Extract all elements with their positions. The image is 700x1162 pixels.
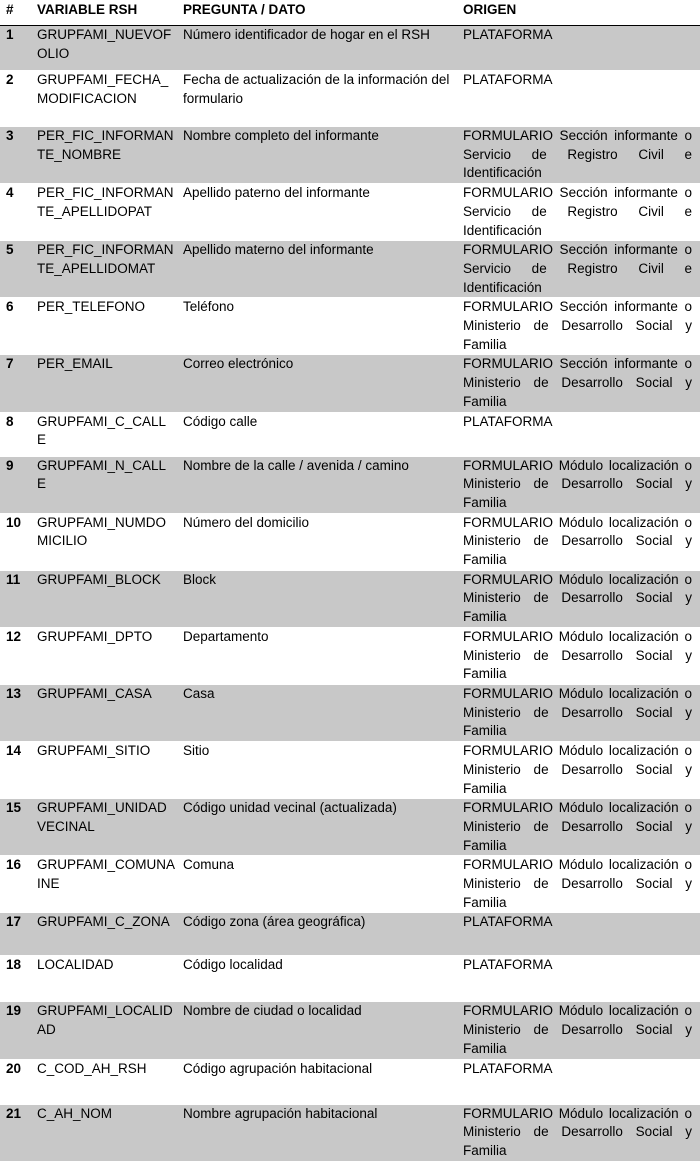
- row-origin: FORMULARIO Módulo localización o Ministerio de Desarrollo Social y Familia: [457, 1002, 700, 1059]
- table-row: [0, 513, 700, 570]
- row-number: 18: [0, 956, 31, 1002]
- row-variable: GRUPFAMI_SITIO: [31, 742, 177, 799]
- row-number: 8: [0, 412, 31, 456]
- row-origin: FORMULARIO Módulo localización o Ministerio de Desarrollo Social y Familia: [457, 570, 700, 627]
- row-origin: PLATAFORMA: [457, 71, 700, 127]
- row-question: Código agrupación habitacional: [177, 1059, 457, 1104]
- table-row: [0, 1104, 700, 1161]
- table-row: [0, 913, 700, 956]
- row-number: 6: [0, 298, 31, 355]
- row-question: Block: [177, 570, 457, 627]
- row-origin: PLATAFORMA: [457, 956, 700, 1002]
- row-question: Número identificador de hogar en el RSH: [177, 26, 457, 71]
- row-variable: PER_FIC_INFORMANTE_NOMBRE: [31, 127, 177, 184]
- row-number: 16: [0, 856, 31, 913]
- row-variable: GRUPFAMI_C_CALLE: [31, 412, 177, 456]
- row-variable: PER_FIC_INFORMANTE_APELLIDOMAT: [31, 241, 177, 298]
- table-row: [0, 456, 700, 513]
- row-number: 3: [0, 127, 31, 184]
- table-row: [0, 1002, 700, 1059]
- row-question: Código unidad vecinal (actualizada): [177, 799, 457, 856]
- row-number: 17: [0, 913, 31, 956]
- row-variable: GRUPFAMI_N_CALLE: [31, 456, 177, 513]
- row-question: Nombre completo del informante: [177, 127, 457, 184]
- row-origin: FORMULARIO Sección informante o Ministerio de Desarrollo Social y Familia: [457, 298, 700, 355]
- row-question: Nombre de ciudad o localidad: [177, 1002, 457, 1059]
- header-question: PREGUNTA / DATO: [177, 0, 457, 26]
- row-variable: GRUPFAMI_DPTO: [31, 627, 177, 684]
- row-variable: LOCALIDAD: [31, 956, 177, 1002]
- table-header-row: [0, 0, 700, 26]
- row-variable: GRUPFAMI_LOCALIDAD: [31, 1002, 177, 1059]
- table-row: [0, 627, 700, 684]
- table-row: [0, 71, 700, 127]
- row-variable: GRUPFAMI_NUEVOFOLIO: [31, 26, 177, 71]
- row-origin: PLATAFORMA: [457, 1059, 700, 1104]
- row-origin: FORMULARIO Módulo localización o Ministerio de Desarrollo Social y Familia: [457, 856, 700, 913]
- row-number: 15: [0, 799, 31, 856]
- row-question: Fecha de actualización de la información del formulario: [177, 71, 457, 127]
- table-row: [0, 412, 700, 456]
- table-row: [0, 355, 700, 412]
- row-number: 10: [0, 513, 31, 570]
- row-origin: FORMULARIO Módulo localización o Ministerio de Desarrollo Social y Familia: [457, 627, 700, 684]
- row-question: Número del domicilio: [177, 513, 457, 570]
- header-variable: VARIABLE RSH: [31, 0, 177, 26]
- row-origin: FORMULARIO Sección informante o Servicio de Registro Civil e Identificación: [457, 241, 700, 298]
- row-number: 13: [0, 684, 31, 741]
- row-origin: FORMULARIO Módulo localización o Ministerio de Desarrollo Social y Familia: [457, 799, 700, 856]
- table-row: [0, 799, 700, 856]
- row-question: Apellido materno del informante: [177, 241, 457, 298]
- row-number: 20: [0, 1059, 31, 1104]
- header-num: #: [0, 0, 31, 26]
- row-number: 11: [0, 570, 31, 627]
- row-question: Nombre agrupación habitacional: [177, 1104, 457, 1161]
- row-number: 2: [0, 71, 31, 127]
- row-number: 1: [0, 26, 31, 71]
- row-variable: PER_EMAIL: [31, 355, 177, 412]
- row-origin: FORMULARIO Módulo localización o Ministerio de Desarrollo Social y Familia: [457, 456, 700, 513]
- table-row: [0, 856, 700, 913]
- row-origin: FORMULARIO Módulo localización o Ministerio de Desarrollo Social y Familia: [457, 684, 700, 741]
- row-variable: GRUPFAMI_CASA: [31, 684, 177, 741]
- row-origin: FORMULARIO Módulo localización o Ministerio de Desarrollo Social y Familia: [457, 742, 700, 799]
- row-number: 19: [0, 1002, 31, 1059]
- table-row: [0, 127, 700, 184]
- table-row: [0, 26, 700, 71]
- row-origin: PLATAFORMA: [457, 412, 700, 456]
- row-variable: C_COD_AH_RSH: [31, 1059, 177, 1104]
- row-question: Apellido paterno del informante: [177, 184, 457, 241]
- row-origin: PLATAFORMA: [457, 26, 700, 71]
- table-row: [0, 298, 700, 355]
- row-variable: PER_TELEFONO: [31, 298, 177, 355]
- row-number: 12: [0, 627, 31, 684]
- row-question: Teléfono: [177, 298, 457, 355]
- row-question: Correo electrónico: [177, 355, 457, 412]
- table-row: [0, 684, 700, 741]
- row-origin: FORMULARIO Sección informante o Servicio de Registro Civil e Identificación: [457, 127, 700, 184]
- row-number: 5: [0, 241, 31, 298]
- row-variable: PER_FIC_INFORMANTE_APELLIDOPAT: [31, 184, 177, 241]
- row-variable: GRUPFAMI_UNIDADVECINAL: [31, 799, 177, 856]
- table-row: [0, 570, 700, 627]
- row-number: 9: [0, 456, 31, 513]
- row-variable: GRUPFAMI_NUMDOMICILIO: [31, 513, 177, 570]
- row-number: 21: [0, 1104, 31, 1161]
- table-row: [0, 956, 700, 1002]
- table-row: [0, 742, 700, 799]
- row-question: Nombre de la calle / avenida / camino: [177, 456, 457, 513]
- row-question: Sitio: [177, 742, 457, 799]
- row-origin: FORMULARIO Sección informante o Ministerio de Desarrollo Social y Familia: [457, 355, 700, 412]
- row-variable: GRUPFAMI_BLOCK: [31, 570, 177, 627]
- row-number: 14: [0, 742, 31, 799]
- row-number: 4: [0, 184, 31, 241]
- row-origin: PLATAFORMA: [457, 913, 700, 956]
- row-question: Comuna: [177, 856, 457, 913]
- table-row: [0, 1059, 700, 1104]
- row-number: 7: [0, 355, 31, 412]
- header-origin: ORIGEN: [457, 0, 700, 26]
- row-question: Casa: [177, 684, 457, 741]
- row-question: Departamento: [177, 627, 457, 684]
- row-variable: C_AH_NOM: [31, 1104, 177, 1161]
- row-variable: GRUPFAMI_COMUNAINE: [31, 856, 177, 913]
- table-row: [0, 241, 700, 298]
- row-question: Código calle: [177, 412, 457, 456]
- row-origin: FORMULARIO Módulo localización o Ministerio de Desarrollo Social y Familia: [457, 513, 700, 570]
- row-question: Código zona (área geográfica): [177, 913, 457, 956]
- row-question: Código localidad: [177, 956, 457, 1002]
- row-variable: GRUPFAMI_C_ZONA: [31, 913, 177, 956]
- row-variable: GRUPFAMI_FECHA_MODIFICACION: [31, 71, 177, 127]
- row-origin: FORMULARIO Módulo localización o Ministerio de Desarrollo Social y Familia: [457, 1104, 700, 1161]
- table-row: [0, 184, 700, 241]
- table-body: [0, 26, 700, 1162]
- row-origin: FORMULARIO Sección informante o Servicio de Registro Civil e Identificación: [457, 184, 700, 241]
